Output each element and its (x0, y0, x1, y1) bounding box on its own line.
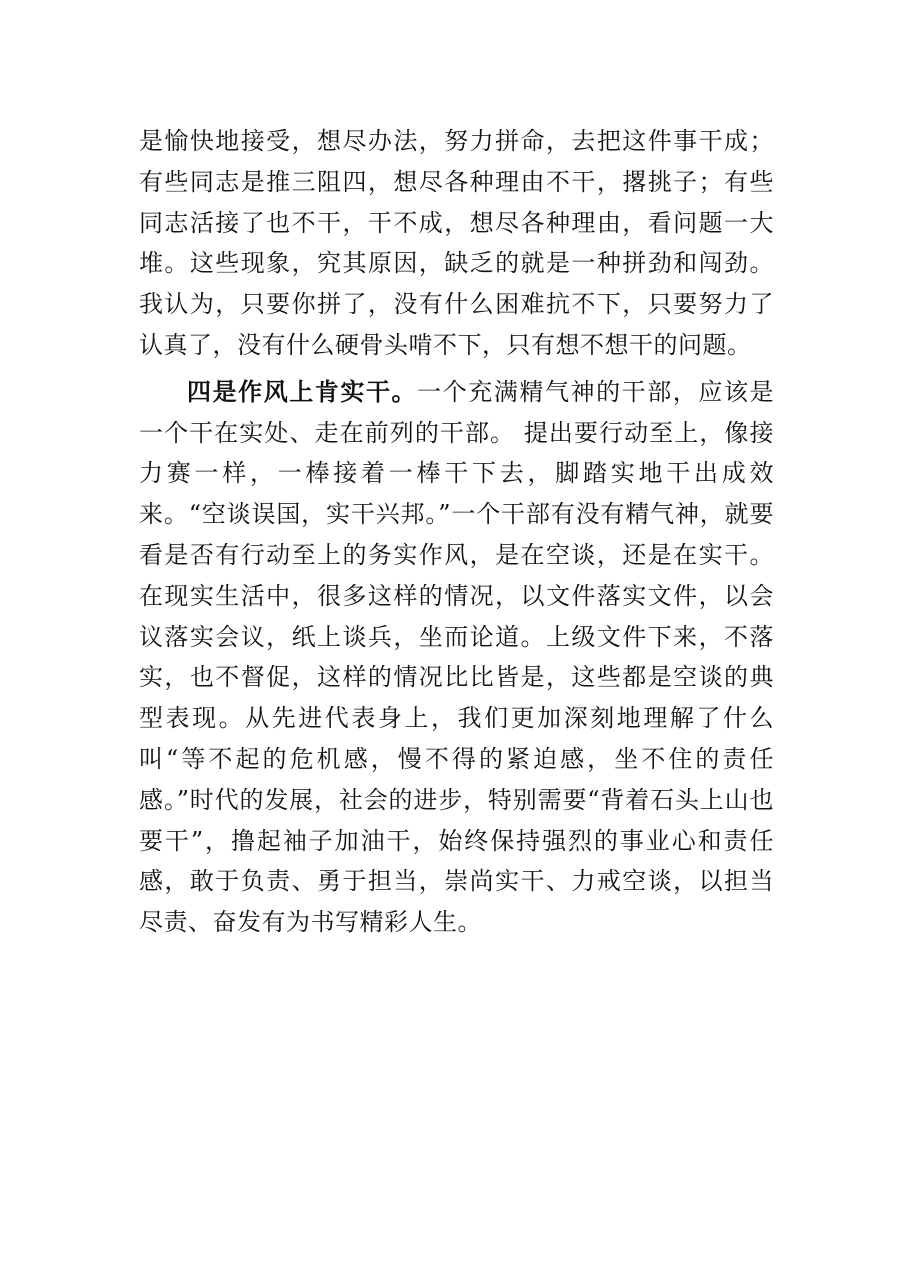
paragraph-text: 是愉快地接受，想尽办法，努力拼命，去把这件事干成；有些同志是推三阻四，想尽各种理由不干，撂挑子；有些同志活接了也不干，干不成，想尽各种理由，看问题一大堆。这些现象，究其原因，缺乏的就是一种拼劲和闯劲。我认为，只要你拼了，没有什么困难抗不下，只要努力了认真了，没有什么硬骨头啃不下，只有想不想干的问题。 (139, 127, 774, 359)
paragraph-continuation (139, 121, 774, 366)
document-page (139, 121, 774, 943)
paragraph-text: 一个充满精气神的干部，应该是一个干在实处、走在前列的干部。 提出要行动至上，像接力赛一样，一棒接着一棒干下去，脚踏实地干出成效来。“空谈误国，实干兴邦。”一个干部有没有精气神，就要看是否有行动至上的务实作风，是在空谈，还是在实干。在现实生活中，很多这样的情况，以文件落实文件，以会议落实会议，纸上谈兵，坐而论道。上级文件下来，不落实，也不督促，这样的情况比比皆是，这些都是空谈的典型表现。从先进代表身上，我们更加深刻地理解了什么叫“等不起的危机感，慢不得的紧迫感，坐不住的责任感。”时代的发展，社会的进步，特别需要“背着石头上山也要干”，撸起袖子加油干，始终保持强烈的事业心和责任感，敢于负责、勇于担当，崇尚实干、力戒空谈，以担当尽责、奋发有为书写精彩人生。 (139, 377, 775, 937)
paragraph-work-style (139, 372, 774, 943)
paragraph-lead-heading: 四是作风上肯实干。 (187, 377, 418, 406)
